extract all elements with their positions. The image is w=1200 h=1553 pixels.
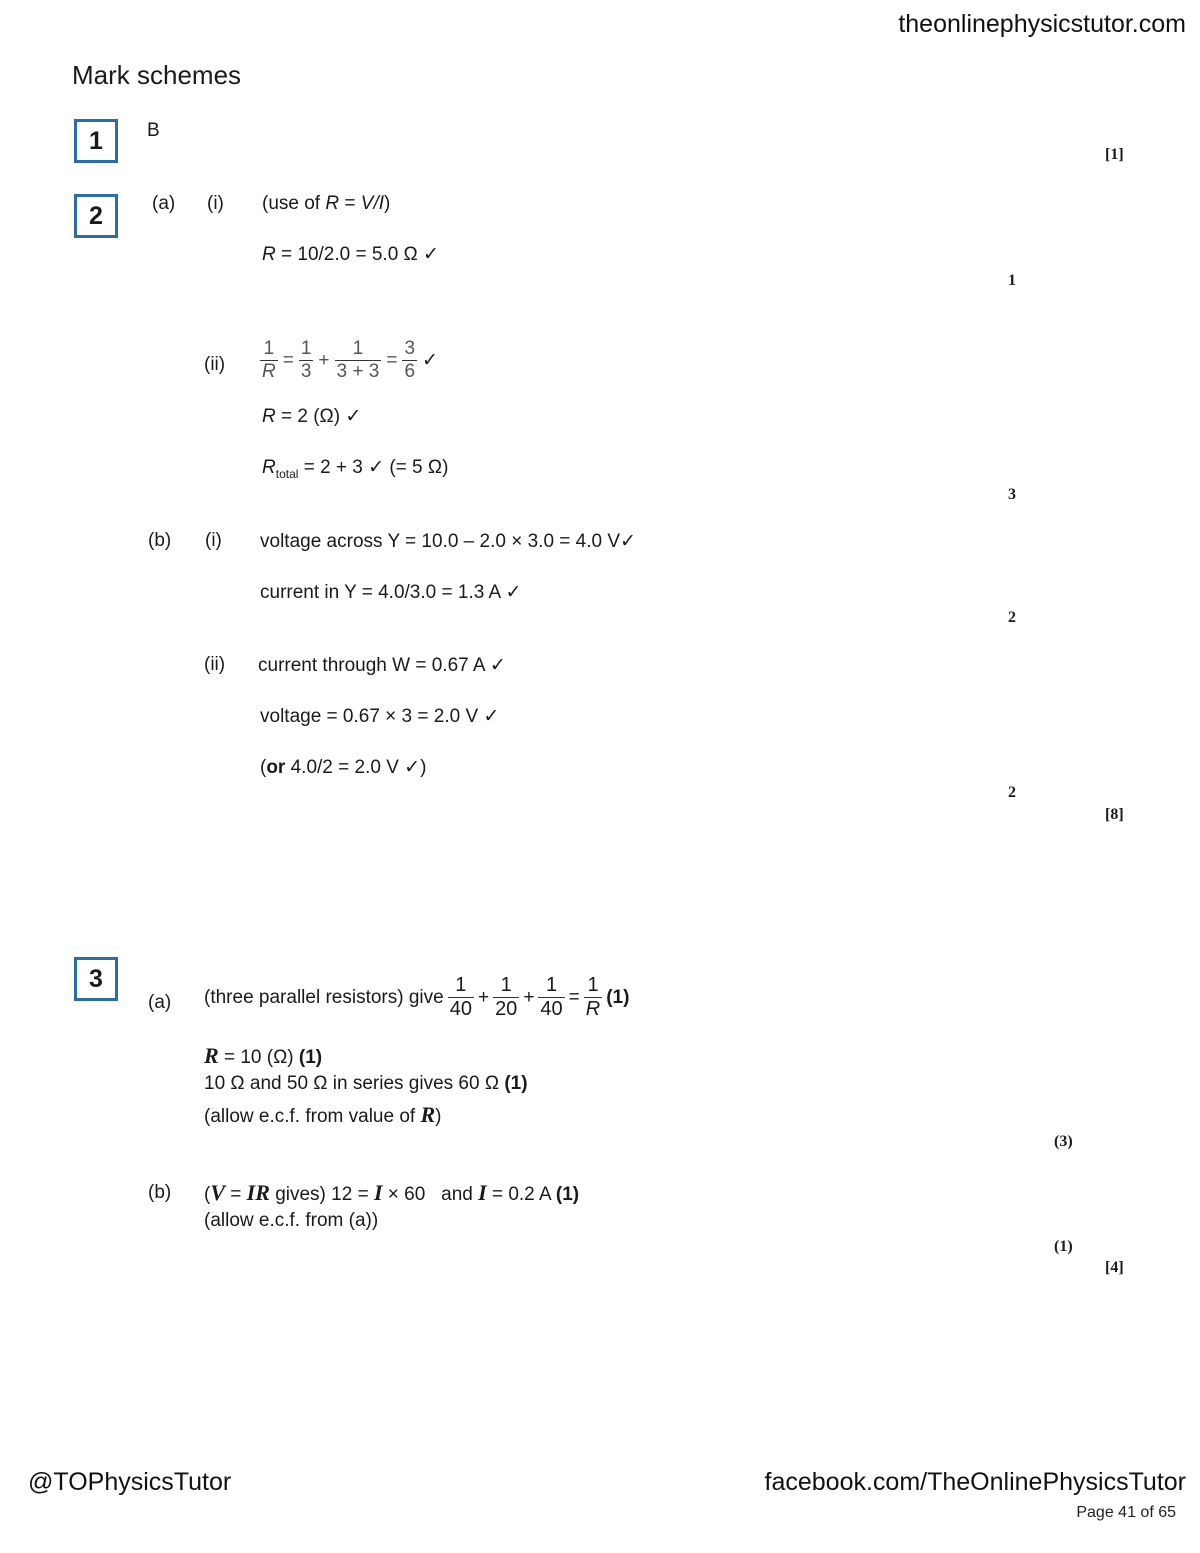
text: ( [260,757,267,778]
answer-line [262,456,448,481]
text: = 2 (Ω) [275,406,341,427]
text: = 2 + 3 [298,457,363,478]
answer-line: (allow e.c.f. from (a)) [204,1210,379,1231]
subscript: total [275,466,299,481]
text: ) [420,757,427,778]
denominator: 40 [449,998,472,1020]
mark: (1) [504,1073,528,1094]
plus: + [318,349,330,371]
variable: V/I [360,193,384,214]
subpart-label: (ii) [204,354,226,375]
question-number-box [74,957,118,1001]
fraction [448,974,474,1021]
fraction [402,338,417,383]
numerator: 1 [587,974,599,996]
text: current through W = 0.67 A [258,655,485,676]
variable: R [420,1102,436,1127]
fraction [335,338,382,383]
text: current in Y = 4.0/3.0 = 1.3 A [260,582,501,603]
tick-icon: ✓ [620,531,636,552]
text: voltage = 0.67 × 3 = 2.0 V [260,706,479,727]
denominator [584,997,602,1021]
tick-icon: ✓ [345,406,362,427]
question-number: 3 [89,964,103,993]
question-number: 2 [89,201,103,230]
equals: = [386,349,398,371]
tick-icon: ✓ [505,582,522,603]
variable: IR [246,1180,270,1205]
part-label: (b) [148,530,172,551]
variable: I [373,1180,383,1205]
denominator: 3 + 3 [336,361,380,382]
subpart-label: (i) [207,193,224,214]
part-label: (b) [148,1182,172,1203]
page-number: Page 41 of 65 [1076,1504,1176,1521]
tick-icon: ✓ [483,706,500,727]
fraction-equation [260,338,438,383]
part-mark: (3) [1054,1133,1073,1150]
variable: V [210,1180,226,1205]
answer-line [260,705,499,728]
text: (use of [262,193,326,214]
fraction [260,338,278,383]
plus: + [523,986,535,1008]
text: (three parallel resistors) give [204,986,444,1008]
tick-icon: ✓ [368,457,385,478]
answer-line [262,193,390,215]
denominator: 6 [404,361,416,382]
variable: R [262,361,276,382]
facebook-link[interactable]: facebook.com/TheOnlinePhysicsTutor [764,1468,1186,1496]
text: ( [204,1184,211,1205]
variable: R [325,193,340,214]
fraction [493,974,519,1021]
fraction [584,974,602,1021]
part-mark: 2 [1008,609,1016,626]
numerator: 3 [404,338,416,359]
part-label: (a) [148,992,172,1013]
denominator: 40 [540,998,563,1020]
numerator: 1 [300,338,312,359]
fraction [538,974,564,1021]
question-number: 1 [89,126,103,155]
text: = [225,1184,247,1205]
numerator: 1 [455,974,467,996]
tick-icon: ✓ [489,655,506,676]
variable: R [262,457,276,478]
fraction [299,338,314,383]
text: (allow e.c.f. from value of [204,1106,421,1127]
part-mark: 2 [1008,784,1016,801]
numerator: 1 [263,338,275,359]
text: = 10/2.0 = 5.0 Ω [275,244,418,265]
text: × 60 and [382,1184,479,1205]
total-mark: [1] [1105,146,1124,163]
variable: R [262,406,276,427]
part-mark: 3 [1008,486,1016,503]
part-mark: 1 [1008,272,1016,289]
answer-line [260,756,426,779]
denominator: 3 [300,361,312,382]
answer-line [260,530,636,553]
numerator: 1 [500,974,512,996]
subpart-label: (i) [205,530,222,551]
text: 4.0/2 = 2.0 V [285,757,399,778]
variable: R [585,998,601,1020]
answer-line [262,243,439,266]
part-label: (a) [152,193,176,214]
text: voltage across Y = 10.0 – 2.0 × 3.0 = 4.0 V [260,531,621,552]
numerator: 1 [545,974,558,996]
mark: (1) [555,1184,580,1205]
text: = [339,193,361,214]
fraction-equation [204,974,629,1021]
mark: (1) [298,1047,323,1068]
variable: I [478,1180,487,1205]
text: = 10 (Ω) [218,1047,299,1068]
subpart-label: (ii) [204,654,226,675]
answer-line [204,1180,579,1206]
numerator: 1 [352,338,364,359]
page-title: Mark schemes [72,60,242,90]
answer-line [260,581,521,604]
denominator [260,360,278,383]
equals: = [568,986,580,1008]
text: = 0.2 A [486,1184,556,1205]
site-url[interactable]: theonlinephysicstutor.com [898,10,1186,38]
variable: R [204,1043,219,1068]
text: gives) 12 = [269,1184,374,1205]
answer-line [204,1043,322,1069]
question-number-box [74,194,118,238]
answer-line [258,654,506,677]
variable: R [262,244,276,265]
total-mark: [4] [1105,1259,1124,1276]
answer-line [204,1073,528,1095]
tick-icon: ✓ [404,757,421,778]
part-mark: (1) [1054,1238,1073,1255]
mark: (1) [606,986,630,1008]
text: 10 Ω and 50 Ω in series gives 60 Ω [204,1073,505,1094]
text: ) [435,1106,442,1127]
tick-icon: ✓ [422,350,438,371]
text: or [266,757,286,778]
answer-line [204,1102,441,1128]
plus: + [477,986,490,1008]
denominator: 20 [495,998,518,1020]
text: (= 5 Ω) [384,457,449,478]
equals: = [282,349,294,371]
text: ) [384,193,391,214]
total-mark: [8] [1105,806,1124,823]
answer-line [262,405,361,428]
twitter-handle[interactable]: @TOPhysicsTutor [28,1468,232,1496]
answer-text: B [147,120,160,141]
tick-icon: ✓ [423,244,439,265]
question-number-box [74,119,118,163]
